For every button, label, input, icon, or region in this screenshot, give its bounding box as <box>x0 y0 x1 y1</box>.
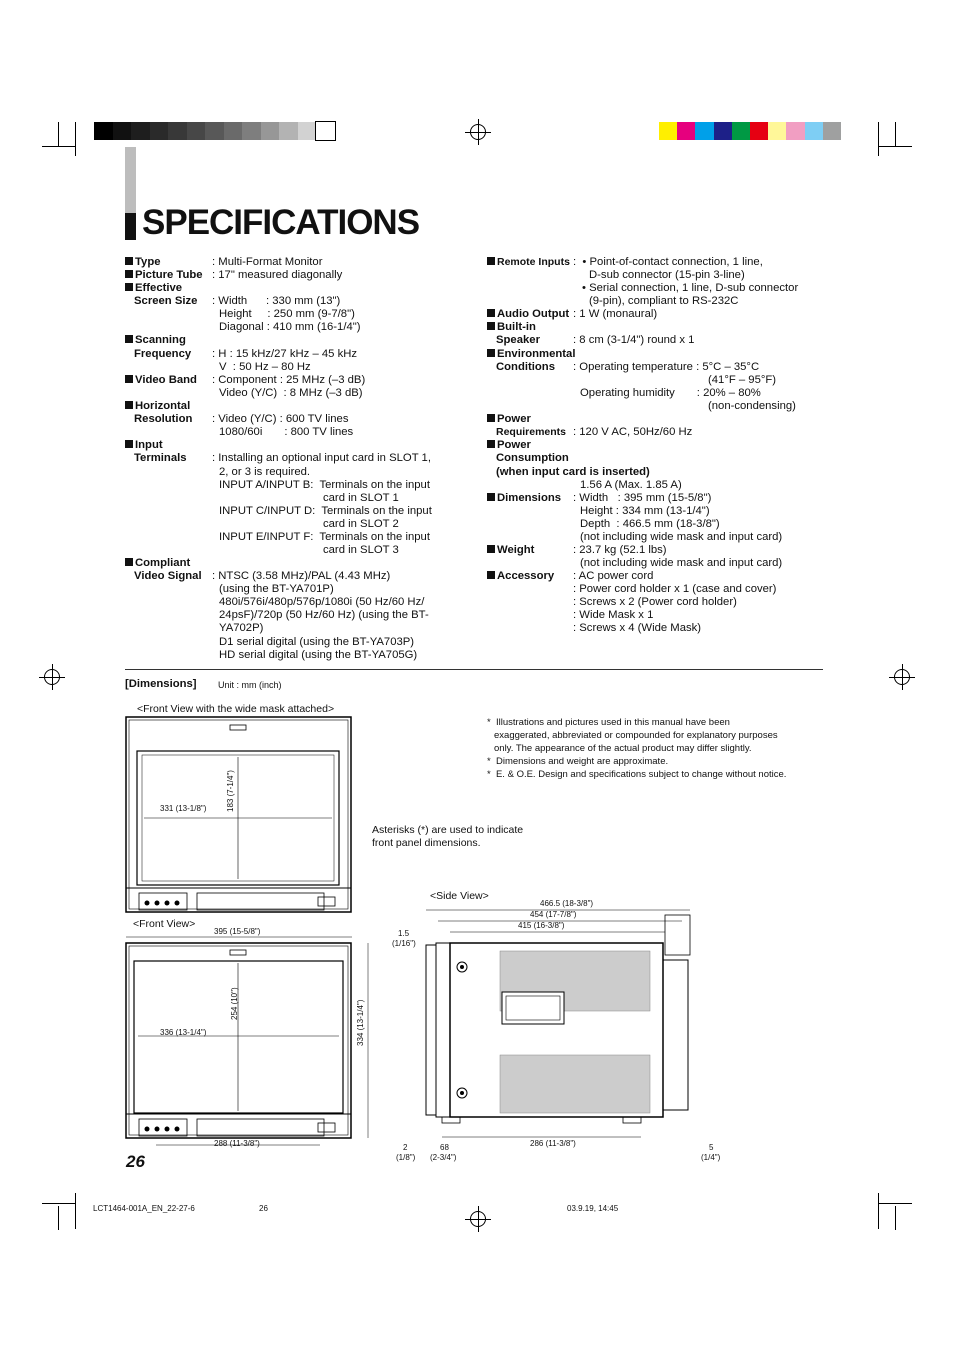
spec-value-dim: (not including wide mask and input card) <box>580 531 783 543</box>
crop-mark <box>878 1203 912 1204</box>
spec-value-power: : 120 V AC, 50Hz/60 Hz <box>573 426 693 438</box>
dim-side-foot-off: 68 <box>440 1143 449 1152</box>
title-marker <box>125 213 136 240</box>
spec-value-type: : Multi-Format Monitor <box>212 256 323 268</box>
note-line: only. The appearance of the actual product may differ slightly. <box>494 743 752 754</box>
spec-value-screen-width: : Width : 330 mm (13") <box>212 295 341 307</box>
spec-value-acc: : Wide Mask x 1 <box>573 609 654 621</box>
spec-value-input: card in SLOT 2 <box>323 518 399 530</box>
dim-front-total-width: 395 (15-5/8") <box>214 927 261 936</box>
spec-value-comp: D1 serial digital (using the BT-YA703P) <box>219 636 415 648</box>
gray-swatch <box>205 122 224 140</box>
spec-value-comp: : NTSC (3.58 MHz)/PAL (4.43 MHz) <box>212 570 391 582</box>
spec-value-comp: HD serial digital (using the BT-YA705G) <box>219 649 418 661</box>
crop-mark <box>75 122 76 156</box>
crop-mark <box>878 122 879 156</box>
color-swatch <box>695 122 713 140</box>
section-tab-bar <box>125 147 136 219</box>
side-view-drawing <box>420 905 705 1145</box>
gray-swatch <box>187 122 206 140</box>
spec-label-env: Environmental <box>487 348 575 361</box>
spec-label-scan: Scanning <box>125 334 186 347</box>
color-swatch <box>750 122 768 140</box>
note-line: * Dimensions and weight are approximate. <box>487 756 669 767</box>
dim-front-screen-width: 336 (13-1/4") <box>160 1028 207 1037</box>
spec-label-type: Type <box>125 256 161 269</box>
spec-label-acc: Accessory <box>487 570 554 583</box>
section-divider <box>125 669 823 670</box>
spec-label-audio: Audio Output <box>487 308 569 321</box>
spec-value-dim: Depth : 466.5 mm (18-3/8") <box>580 518 720 530</box>
spec-value-audio: : 1 W (monaural) <box>573 308 658 320</box>
dim-side-foot-r: 5 <box>709 1143 714 1152</box>
registration-mark-icon <box>894 669 910 685</box>
dim-side-foot-l-in: (1/8") <box>396 1153 416 1162</box>
dim-side-d2: 454 (17-7/8") <box>530 910 577 919</box>
registration-mark-icon <box>470 124 486 140</box>
asterisk-note: front panel dimensions. <box>372 837 481 849</box>
spec-value-env: (41°F – 95°F) <box>708 374 777 386</box>
gray-swatch <box>261 122 280 140</box>
spec-label-cons-3: (when input card is inserted) <box>496 466 650 478</box>
spec-label-res-2: Resolution <box>134 413 193 425</box>
dim-front-screen-height: 254 (10") <box>230 987 239 1020</box>
dim-side-foot-span: 286 (11-3/8") <box>530 1139 576 1148</box>
crop-mark <box>75 1193 76 1229</box>
spec-value-comp: YA702P) <box>219 622 264 634</box>
spec-value-weight: (not including wide mask and input card) <box>580 557 783 569</box>
spec-value-dim: Height : 334 mm (13-1/4") <box>580 505 710 517</box>
color-swatch <box>732 122 750 140</box>
front-view-drawing <box>120 935 380 1160</box>
spec-value-res-1080: 1080/60i : 800 TV lines <box>219 426 354 438</box>
dim-front-total-height: 334 (13-1/4") <box>356 999 365 1046</box>
dim-front-base-width: 288 (11-3/8") <box>214 1139 260 1148</box>
footer-file: LCT1464-001A_EN_22-27-6 <box>93 1204 195 1213</box>
spec-label-screen: Effective <box>125 282 182 295</box>
spec-value-remote: D-sub connector (15-pin 3-line) <box>589 269 745 281</box>
spec-value-env: Operating humidity : 20% – 80% <box>580 387 761 399</box>
gray-swatch <box>224 122 243 140</box>
registration-mark-icon <box>470 1211 486 1227</box>
spec-label-speaker: Built-in <box>487 321 536 334</box>
spec-label-comp-2: Video Signal <box>134 570 202 582</box>
color-swatch <box>805 122 823 140</box>
spec-value-input: card in SLOT 3 <box>323 544 399 556</box>
spec-label-dim: Dimensions <box>487 492 561 505</box>
crop-mark <box>58 122 59 146</box>
gray-swatch <box>279 122 298 140</box>
color-swatch <box>659 122 677 140</box>
spec-value-remote: : • Point-of-contact connection, 1 line, <box>573 256 763 268</box>
color-swatch <box>677 122 695 140</box>
spec-label-scan-2: Frequency <box>134 348 192 360</box>
spec-value-screen-height: Height : 250 mm (9-7/8") <box>219 308 355 320</box>
note-line: * E. & O.E. Design and specifications subject to change without notice. <box>487 769 787 780</box>
dim-wide-height: 183 (7-1/4") <box>226 770 235 812</box>
crop-mark <box>878 146 912 147</box>
spec-value-input: 2, or 3 is required. <box>219 466 311 478</box>
spec-label-remote: Remote Inputs <box>487 256 570 269</box>
dimensions-heading: [Dimensions] <box>125 678 197 690</box>
front-caption: <Front View> <box>133 918 196 930</box>
spec-value-acc: : AC power cord <box>573 570 654 582</box>
spec-value-tube: : 17" measured diagonally <box>212 269 343 281</box>
note-line: * Illustrations and pictures used in this manual have been <box>487 717 730 728</box>
spec-value-screen-diag: Diagonal : 410 mm (16-1/4") <box>219 321 361 333</box>
spec-label-env-2: Conditions <box>496 361 555 373</box>
spec-value-speaker: : 8 cm (3-1/4") round x 1 <box>573 334 695 346</box>
spec-value-scan-h: : H : 15 kHz/27 kHz – 45 kHz <box>212 348 358 360</box>
spec-value-scan-v: V : 50 Hz – 80 Hz <box>219 361 311 373</box>
spec-label-cons-2: Consumption <box>496 452 569 464</box>
spec-label-band: Video Band <box>125 374 197 387</box>
crop-mark <box>42 146 76 147</box>
spec-value-comp: 480i/576i/480p/576p/1080i (50 Hz/60 Hz/ <box>219 596 425 608</box>
side-caption: <Side View> <box>430 890 489 902</box>
dim-side-foot-r-in: (1/4") <box>701 1153 721 1162</box>
spec-value-acc: : Screws x 4 (Wide Mask) <box>573 622 702 634</box>
spec-label-screen-2: Screen Size <box>134 295 198 307</box>
spec-value-remote: (9-pin), compliant to RS-232C <box>589 295 739 307</box>
note-line: exaggerated, abbreviated or compounded for explanatory purposes <box>494 730 778 741</box>
crop-mark <box>42 1203 76 1204</box>
dimensions-unit: Unit : mm (inch) <box>218 680 282 690</box>
gray-swatch <box>242 122 261 140</box>
front-view-wide-mask-drawing <box>120 715 360 920</box>
spec-value-comp: (using the BT-YA701P) <box>219 583 334 595</box>
dim-side-foot-l: 2 <box>403 1143 408 1152</box>
dim-wide-width: 331 (13-1/8") <box>160 804 207 813</box>
gray-swatch <box>298 122 317 140</box>
spec-value-input: card in SLOT 1 <box>323 492 399 504</box>
spec-value-input: INPUT C/INPUT D: Terminals on the input <box>219 505 432 517</box>
spec-label-weight: Weight <box>487 544 534 557</box>
spec-label-input: Input <box>125 439 163 452</box>
dim-side-front-in: (1/16") <box>392 939 416 948</box>
spec-label-res: Horizontal <box>125 400 190 413</box>
gray-swatch <box>168 122 187 140</box>
color-swatch <box>786 122 804 140</box>
dim-side-d1: 466.5 (18-3/8") <box>540 899 594 908</box>
spec-value-env: : Operating temperature : 5°C – 35°C <box>573 361 760 373</box>
spec-value-remote: • Serial connection, 1 line, D-sub connector <box>582 282 799 294</box>
crop-mark <box>895 1206 896 1230</box>
color-swatch <box>768 122 786 140</box>
page-number: 26 <box>126 1152 145 1171</box>
spec-label-power-2: Requirements <box>496 426 567 438</box>
spec-value-band-yc: Video (Y/C) : 8 MHz (–3 dB) <box>219 387 363 399</box>
color-swatch <box>714 122 732 140</box>
gray-swatch <box>316 122 335 140</box>
color-swatch <box>823 122 841 140</box>
crop-mark <box>58 1206 59 1230</box>
asterisk-note: Asterisks (*) are used to indicate <box>372 824 524 836</box>
spec-value-acc: : Screws x 2 (Power cord holder) <box>573 596 737 608</box>
spec-value-cons: 1.56 A (Max. 1.85 A) <box>580 479 682 491</box>
spec-label-comp: Compliant <box>125 557 190 570</box>
gray-swatch <box>150 122 169 140</box>
spec-value-env: (non-condensing) <box>708 400 796 412</box>
gray-swatch <box>94 122 113 140</box>
spec-label-power: Power <box>487 413 531 426</box>
spec-value-dim: : Width : 395 mm (15-5/8") <box>573 492 712 504</box>
spec-value-weight: : 23.7 kg (52.1 lbs) <box>573 544 667 556</box>
crop-mark <box>878 1193 879 1229</box>
spec-label-speaker-2: Speaker <box>496 334 540 346</box>
dim-side-foot-off-in: (2-3/4") <box>430 1153 457 1162</box>
spec-label-cons: Power <box>487 439 531 452</box>
registration-mark-icon <box>44 669 60 685</box>
footer-page: 26 <box>259 1204 268 1213</box>
spec-label-input-2: Terminals <box>134 452 187 464</box>
spec-value-comp: 24psF)/720p (50 Hz/60 Hz) (using the BT- <box>219 609 429 621</box>
spec-value-input: : Installing an optional input card in SLOT 1, <box>212 452 431 464</box>
gray-swatch <box>131 122 150 140</box>
spec-value-band-comp: : Component : 25 MHz (–3 dB) <box>212 374 366 386</box>
crop-mark <box>895 122 896 146</box>
gray-swatch <box>113 122 132 140</box>
footer-timestamp: 03.9.19, 14:45 <box>567 1204 619 1213</box>
dim-side-front: 1.5 <box>398 929 410 938</box>
spec-label-tube: Picture Tube <box>125 269 203 282</box>
spec-value-res-yc: : Video (Y/C) : 600 TV lines <box>212 413 349 425</box>
spec-value-input: INPUT E/INPUT F: Terminals on the input <box>219 531 430 543</box>
spec-value-input: INPUT A/INPUT B: Terminals on the input <box>219 479 430 491</box>
dim-side-d3: 415 (16-3/8") <box>518 921 565 930</box>
front-wide-caption: <Front View with the wide mask attached> <box>137 703 335 715</box>
page-title: SPECIFICATIONS <box>142 203 420 242</box>
spec-value-acc: : Power cord holder x 1 (case and cover) <box>573 583 777 595</box>
